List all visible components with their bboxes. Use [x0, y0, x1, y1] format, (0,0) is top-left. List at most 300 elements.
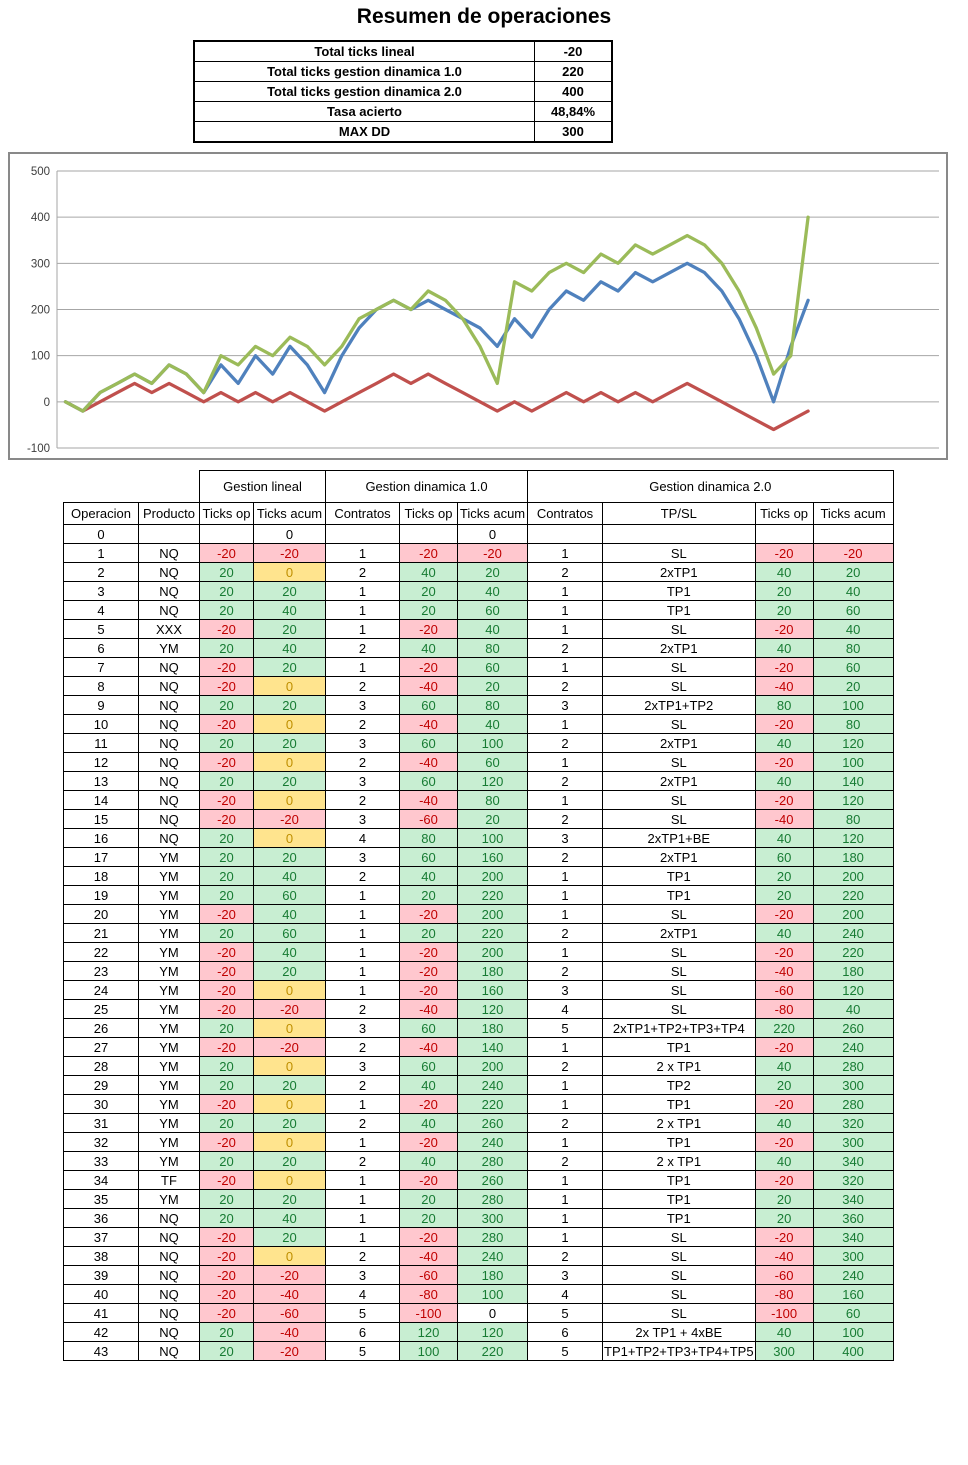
table-cell: 40	[813, 620, 893, 639]
table-cell: TP1	[603, 1038, 756, 1057]
table-cell: 1	[528, 753, 603, 772]
table-cell: 120	[813, 734, 893, 753]
table-cell: 40	[755, 924, 813, 943]
table-cell: 20	[254, 658, 326, 677]
table-cell: -20	[200, 962, 254, 981]
table-cell: 4	[64, 601, 139, 620]
table-cell: SL	[603, 715, 756, 734]
table-cell: 340	[813, 1190, 893, 1209]
table-cell: 160	[458, 848, 528, 867]
table-cell: 20	[200, 582, 254, 601]
table-cell: 40	[458, 582, 528, 601]
table-cell: -80	[755, 1000, 813, 1019]
table-cell: 20	[64, 905, 139, 924]
table-cell: 0	[254, 1019, 326, 1038]
table-row	[64, 1038, 894, 1057]
table-cell: 1	[528, 601, 603, 620]
table-cell: -20	[400, 1095, 458, 1114]
table-cell: SL	[603, 905, 756, 924]
table-cell: SL	[603, 1247, 756, 1266]
table-cell: 20	[200, 696, 254, 715]
table-cell: 2xTP1	[603, 639, 756, 658]
table-cell: NQ	[139, 1209, 200, 1228]
table-cell: 20	[200, 1057, 254, 1076]
table-cell: YM	[139, 848, 200, 867]
table-cell: SL	[603, 810, 756, 829]
table-cell: 2x TP1 + 4xBE	[603, 1323, 756, 1342]
table-cell: 80	[400, 829, 458, 848]
summary-label: Total ticks lineal	[194, 41, 535, 62]
table-cell: 260	[458, 1114, 528, 1133]
table-cell: 20	[200, 563, 254, 582]
table-cell: NQ	[139, 772, 200, 791]
table-cell: 20	[755, 1190, 813, 1209]
table-cell: 20	[200, 924, 254, 943]
summary-label: Total ticks gestion dinamica 2.0	[194, 82, 535, 102]
table-cell: 0	[254, 1133, 326, 1152]
table-row	[64, 1285, 894, 1304]
table-cell: 0	[254, 791, 326, 810]
table-cell: 20	[755, 886, 813, 905]
table-cell: 1	[528, 544, 603, 563]
table-cell: 60	[400, 772, 458, 791]
table-cell: YM	[139, 1057, 200, 1076]
table-cell: 2	[326, 1076, 400, 1095]
table-cell: -20	[200, 1133, 254, 1152]
table-row	[64, 810, 894, 829]
table-cell: 5	[326, 1342, 400, 1361]
table-cell: -20	[755, 791, 813, 810]
table-cell: 40	[755, 772, 813, 791]
table-cell: -20	[200, 981, 254, 1000]
table-row	[64, 620, 894, 639]
table-cell: TP1	[603, 582, 756, 601]
table-cell: 5	[64, 620, 139, 639]
table-cell: 1	[528, 620, 603, 639]
table-cell: 2	[528, 962, 603, 981]
table-cell: 240	[813, 924, 893, 943]
column-header-row	[64, 503, 894, 525]
table-cell: 34	[64, 1171, 139, 1190]
summary-value: 400	[535, 82, 613, 102]
table-cell: 33	[64, 1152, 139, 1171]
table-cell: 2	[528, 1057, 603, 1076]
table-cell: 29	[64, 1076, 139, 1095]
table-cell: 40	[755, 1323, 813, 1342]
table-cell: 300	[813, 1133, 893, 1152]
table-cell: NQ	[139, 601, 200, 620]
table-cell: 100	[458, 1285, 528, 1304]
table-cell: -40	[254, 1323, 326, 1342]
table-cell: 20	[755, 582, 813, 601]
table-cell: 32	[64, 1133, 139, 1152]
table-cell: -20	[755, 1038, 813, 1057]
table-cell: SL	[603, 753, 756, 772]
table-row	[64, 1266, 894, 1285]
summary-row	[194, 82, 612, 102]
table-cell: -20	[400, 962, 458, 981]
table-cell	[603, 525, 756, 544]
summary-value: 48,84%	[535, 102, 613, 122]
table-row	[64, 1247, 894, 1266]
table-cell: -20	[755, 1228, 813, 1247]
table-cell: 2	[326, 791, 400, 810]
table-cell: YM	[139, 1076, 200, 1095]
table-cell	[528, 525, 603, 544]
table-cell: NQ	[139, 829, 200, 848]
table-cell: 20	[200, 1209, 254, 1228]
table-cell: 40	[755, 1114, 813, 1133]
table-cell: 1	[528, 582, 603, 601]
table-cell: SL	[603, 544, 756, 563]
table-cell: 20	[254, 848, 326, 867]
table-cell: 2	[528, 924, 603, 943]
table-cell: 20	[254, 1228, 326, 1247]
table-cell: 1	[326, 981, 400, 1000]
table-cell: 1	[326, 1209, 400, 1228]
table-cell: -20	[200, 658, 254, 677]
table-cell: 6	[64, 639, 139, 658]
table-cell: 60	[254, 924, 326, 943]
table-cell: 0	[458, 1304, 528, 1323]
table-cell: 8	[64, 677, 139, 696]
table-cell: 2 x TP1	[603, 1057, 756, 1076]
table-cell: 0	[254, 1247, 326, 1266]
table-cell: -40	[400, 791, 458, 810]
y-axis-label: 100	[30, 350, 50, 363]
table-cell: 20	[200, 886, 254, 905]
table-cell: 140	[813, 772, 893, 791]
table-cell: 40	[400, 1076, 458, 1095]
column-header: Operacion	[64, 503, 139, 525]
table-cell: -20	[254, 1038, 326, 1057]
table-row	[64, 943, 894, 962]
summary-row	[194, 102, 612, 122]
table-cell: -20	[200, 715, 254, 734]
table-row	[64, 791, 894, 810]
table-cell: 100	[813, 696, 893, 715]
table-cell: 280	[813, 1095, 893, 1114]
table-cell: 220	[458, 924, 528, 943]
table-cell	[326, 525, 400, 544]
table-cell: 320	[813, 1114, 893, 1133]
table-row	[64, 1323, 894, 1342]
table-cell: -20	[400, 905, 458, 924]
table-cell: -80	[755, 1285, 813, 1304]
table-cell: YM	[139, 886, 200, 905]
table-cell: 300	[813, 1247, 893, 1266]
table-cell: NQ	[139, 658, 200, 677]
table-cell: 20	[254, 582, 326, 601]
table-cell: 140	[458, 1038, 528, 1057]
table-cell: -20	[755, 658, 813, 677]
table-cell: 1	[528, 1095, 603, 1114]
table-cell: 300	[813, 1076, 893, 1095]
table-cell: 5	[528, 1019, 603, 1038]
table-cell: -20	[254, 810, 326, 829]
table-cell: 10	[64, 715, 139, 734]
table-row	[64, 582, 894, 601]
table-cell: -60	[400, 810, 458, 829]
table-cell: NQ	[139, 544, 200, 563]
table-cell: 5	[528, 1304, 603, 1323]
table-row	[64, 1000, 894, 1019]
table-cell: 3	[326, 1019, 400, 1038]
table-cell: 40	[755, 829, 813, 848]
table-cell: 20	[755, 867, 813, 886]
table-cell: 220	[458, 1095, 528, 1114]
table-cell: 80	[813, 715, 893, 734]
page-title: Resumen de operaciones	[356, 5, 612, 28]
table-cell: 2	[326, 1114, 400, 1133]
table-cell: 2	[326, 1152, 400, 1171]
table-cell: 0	[64, 525, 139, 544]
table-cell: 20	[200, 1342, 254, 1361]
table-cell: 20	[458, 563, 528, 582]
table-cell: 80	[458, 791, 528, 810]
table-cell: 100	[813, 753, 893, 772]
table-cell: TP1	[603, 1171, 756, 1190]
table-cell: YM	[139, 1152, 200, 1171]
table-cell: 2	[326, 1038, 400, 1057]
table-cell: 24	[64, 981, 139, 1000]
table-row	[64, 525, 894, 544]
table-cell: 220	[755, 1019, 813, 1038]
table-row	[64, 601, 894, 620]
table-cell: 1	[326, 1190, 400, 1209]
table-cell: 1	[326, 582, 400, 601]
table-cell: 2	[326, 1000, 400, 1019]
table-cell: 1	[528, 1171, 603, 1190]
table-cell: 17	[64, 848, 139, 867]
table-cell: 80	[813, 639, 893, 658]
table-cell: YM	[139, 962, 200, 981]
table-cell: -20	[755, 1171, 813, 1190]
table-cell: 60	[254, 886, 326, 905]
table-cell: SL	[603, 962, 756, 981]
summary-value: -20	[535, 41, 613, 62]
table-cell: -20	[400, 1171, 458, 1190]
group-header: Gestion dinamica 1.0	[326, 471, 528, 503]
table-cell: 100	[458, 734, 528, 753]
table-cell: -20	[200, 791, 254, 810]
table-cell: NQ	[139, 1323, 200, 1342]
table-cell: -20	[755, 715, 813, 734]
table-cell: 41	[64, 1304, 139, 1323]
table-cell: 0	[458, 525, 528, 544]
table-cell: 60	[813, 658, 893, 677]
table-cell: 3	[326, 734, 400, 753]
table-cell: TP1+TP2+TP3+TP4+TP5	[604, 1343, 754, 1359]
table-cell: 160	[813, 1285, 893, 1304]
table-cell: 400	[813, 1342, 893, 1361]
table-cell: 20	[458, 810, 528, 829]
table-cell: NQ	[139, 734, 200, 753]
table-cell: -20	[200, 1095, 254, 1114]
table-cell: -20	[254, 1000, 326, 1019]
y-axis-label: 400	[30, 212, 50, 225]
column-header: Producto	[139, 503, 200, 525]
table-cell: 200	[813, 867, 893, 886]
table-row	[64, 696, 894, 715]
table-cell: YM	[139, 905, 200, 924]
table-cell: 160	[458, 981, 528, 1000]
table-cell: 40	[254, 601, 326, 620]
table-cell: 22	[64, 943, 139, 962]
table-cell: -20	[200, 1171, 254, 1190]
column-header: Ticks op	[200, 503, 254, 525]
summary-label: MAX DD	[194, 122, 535, 143]
table-cell	[813, 525, 893, 544]
table-cell: 2xTP1	[603, 734, 756, 753]
table-cell	[400, 525, 458, 544]
table-cell	[139, 525, 200, 544]
table-cell: -40	[755, 962, 813, 981]
table-cell: -20	[200, 620, 254, 639]
table-cell: 20	[200, 1190, 254, 1209]
table-cell: 1	[326, 886, 400, 905]
table-cell: -20	[254, 544, 326, 563]
table-cell: 20	[200, 601, 254, 620]
table-cell: 20	[254, 1114, 326, 1133]
table-cell: 20	[200, 772, 254, 791]
table-cell: 60	[400, 696, 458, 715]
table-cell: NQ	[139, 810, 200, 829]
table-cell: 27	[64, 1038, 139, 1057]
table-cell: 40	[254, 943, 326, 962]
table-cell: SL	[603, 1266, 756, 1285]
table-cell: -40	[400, 715, 458, 734]
table-cell: 280	[458, 1228, 528, 1247]
table-cell: 13	[64, 772, 139, 791]
table-row	[64, 924, 894, 943]
table-cell: 18	[64, 867, 139, 886]
table-cell: 220	[813, 886, 893, 905]
table-cell: 0	[254, 981, 326, 1000]
table-row	[64, 1342, 894, 1361]
table-cell: SL	[603, 791, 756, 810]
table-cell: -20	[200, 1285, 254, 1304]
table-cell: 11	[64, 734, 139, 753]
table-cell: 0	[254, 1057, 326, 1076]
table-cell: 5	[326, 1304, 400, 1323]
table-cell: 6	[326, 1323, 400, 1342]
table-cell: 20	[755, 1076, 813, 1095]
table-cell: 120	[813, 791, 893, 810]
table-cell: -20	[200, 1247, 254, 1266]
column-header: Ticks acum	[813, 503, 893, 525]
table-cell: 120	[458, 1000, 528, 1019]
table-cell: 40	[400, 1114, 458, 1133]
table-cell: 2	[528, 772, 603, 791]
chart-series-2	[66, 217, 809, 411]
table-cell: 20	[200, 639, 254, 658]
table-cell: 1	[528, 1076, 603, 1095]
table-cell: 1	[326, 943, 400, 962]
table-cell: YM	[139, 924, 200, 943]
table-cell: 7	[64, 658, 139, 677]
table-cell: 60	[755, 848, 813, 867]
table-cell: 28	[64, 1057, 139, 1076]
table-cell: 0	[254, 829, 326, 848]
table-row	[64, 772, 894, 791]
table-cell: 25	[64, 1000, 139, 1019]
table-cell: 2	[528, 1114, 603, 1133]
table-cell: 0	[254, 753, 326, 772]
table-cell: 2	[326, 677, 400, 696]
table-cell: NQ	[139, 1304, 200, 1323]
table-cell: 4	[528, 1000, 603, 1019]
y-axis-label: 200	[30, 304, 50, 317]
table-cell: -20	[200, 905, 254, 924]
table-cell: 1	[528, 715, 603, 734]
table-cell: -20	[254, 1266, 326, 1285]
table-cell: YM	[139, 1114, 200, 1133]
table-cell: SL	[603, 1285, 756, 1304]
table-cell: 340	[813, 1152, 893, 1171]
table-cell: 340	[813, 1228, 893, 1247]
table-cell: NQ	[139, 582, 200, 601]
table-cell: -20	[400, 1133, 458, 1152]
table-cell: NQ	[139, 677, 200, 696]
table-cell: -20	[200, 810, 254, 829]
table-cell: 2xTP1+TP2	[603, 696, 756, 715]
table-cell: 80	[813, 810, 893, 829]
table-cell: -20	[400, 981, 458, 1000]
table-cell: 20	[400, 1190, 458, 1209]
table-cell: -40	[755, 810, 813, 829]
table-cell: 40	[755, 1057, 813, 1076]
table-cell: 280	[813, 1057, 893, 1076]
table-cell: NQ	[139, 791, 200, 810]
table-row	[64, 753, 894, 772]
table-row	[64, 886, 894, 905]
table-cell: -60	[400, 1266, 458, 1285]
table-cell: 1	[326, 658, 400, 677]
table-cell: 1	[326, 1228, 400, 1247]
table-cell: 2	[326, 867, 400, 886]
table-cell: 320	[813, 1171, 893, 1190]
table-cell: 40	[755, 1152, 813, 1171]
table-cell: -20	[200, 1038, 254, 1057]
table-cell: -20	[458, 544, 528, 563]
table-cell: XXX	[139, 620, 200, 639]
table-cell: 20	[254, 696, 326, 715]
table-cell: SL	[603, 620, 756, 639]
table-cell: -100	[400, 1304, 458, 1323]
table-cell: -20	[200, 1304, 254, 1323]
table-cell: 43	[64, 1342, 139, 1361]
table-cell: 240	[458, 1133, 528, 1152]
table-cell: 2xTP1	[603, 563, 756, 582]
table-cell: 180	[813, 848, 893, 867]
group-header-row	[64, 471, 894, 503]
table-cell: -20	[755, 544, 813, 563]
y-axis-label: -100	[26, 443, 50, 455]
summary-row	[194, 62, 612, 82]
table-cell	[200, 525, 254, 544]
table-cell: 2	[326, 639, 400, 658]
table-cell: -40	[254, 1285, 326, 1304]
table-cell: 80	[458, 696, 528, 715]
table-cell: 38	[64, 1247, 139, 1266]
table-cell: -40	[400, 677, 458, 696]
table-row	[64, 1190, 894, 1209]
table-cell: -40	[400, 1038, 458, 1057]
table-cell: 3	[326, 810, 400, 829]
table-cell: 40	[400, 563, 458, 582]
table-cell: 0	[254, 1171, 326, 1190]
